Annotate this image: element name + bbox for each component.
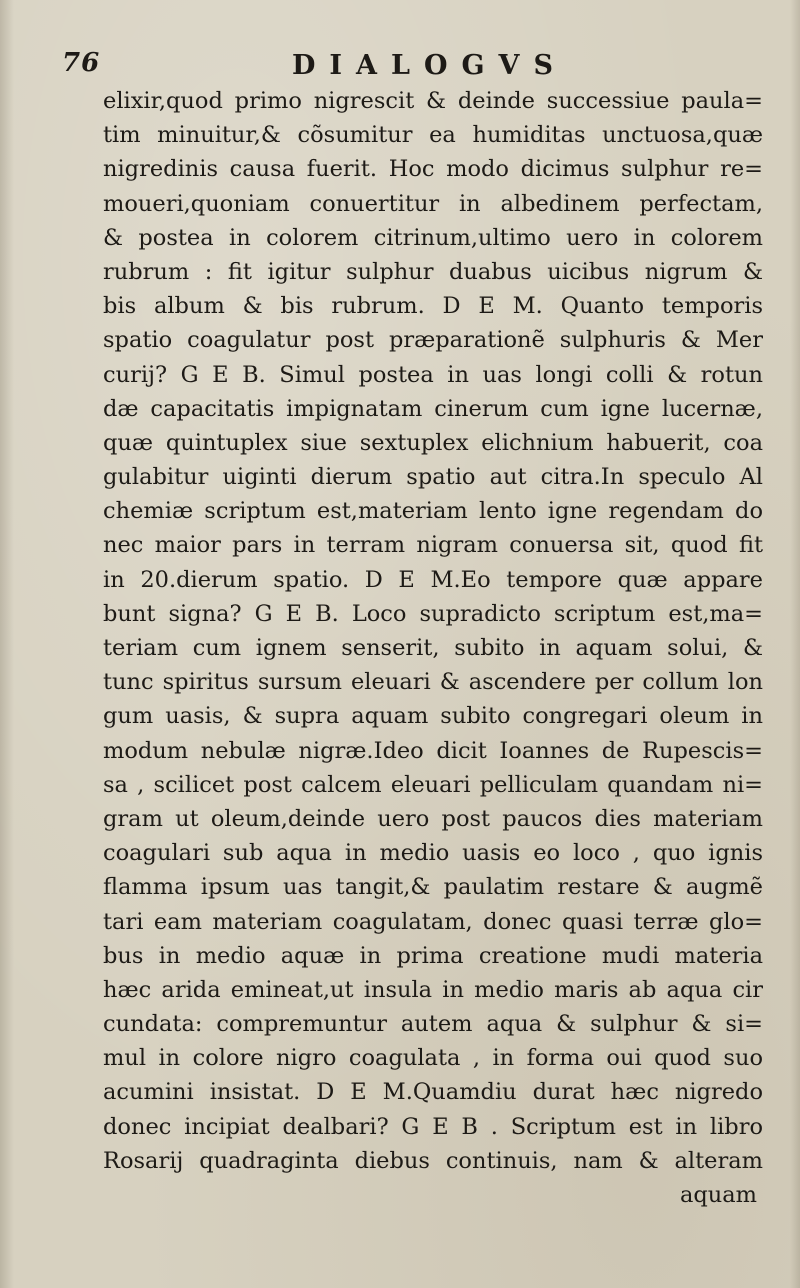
text-line: chemiæ scriptum est,materiam lento igne regendam do bbox=[103, 498, 763, 525]
text-line: nigredinis causa fuerit. Hoc modo dicimus sulphur re= bbox=[103, 156, 763, 183]
text-line: tunc spiritus sursum eleuari & ascendere per collum lon bbox=[103, 669, 763, 696]
text-line: tim minuitur,& cõsumitur ea humiditas unctuosa,quæ bbox=[103, 122, 763, 149]
text-line: gum uasis, & supra aquam subito congregari oleum in bbox=[103, 703, 763, 730]
text-line: Rosarij quadraginta diebus continuis, nam & alteram bbox=[103, 1147, 763, 1174]
text-line: moueri,quoniam conuertitur in albedinem perfectam, bbox=[103, 190, 763, 217]
text-line: sa , scilicet post calcem eleuari pelliculam quandam ni= bbox=[103, 771, 763, 798]
catchword: aquam bbox=[679, 1182, 757, 1208]
text-line: dæ capacitatis impignatam cinerum cum igne lucernæ, bbox=[103, 395, 763, 422]
text-line: nec maior pars in terram nigram conuersa sit, quod fit bbox=[103, 532, 763, 559]
text-line: bunt signa? G E B. Loco supradicto scriptum est,ma= bbox=[103, 600, 763, 627]
page-number: 76 bbox=[62, 48, 101, 78]
text-line: bus in medio aquæ in prima creatione mudi materia bbox=[103, 942, 763, 969]
text-line: quæ quintuplex siue sextuplex elichnium habuerit, coa bbox=[103, 429, 763, 456]
text-line: spatio coagulatur post præparationẽ sulphuris & Mer bbox=[103, 327, 763, 354]
text-line: gulabitur uiginti dierum spatio aut citra.In speculo Al bbox=[103, 464, 763, 491]
text-line: hæc arida emineat,ut insula in medio maris ab aqua cir bbox=[103, 976, 763, 1003]
text-line: mul in colore nigro coagulata , in forma oui quod suo bbox=[103, 1045, 763, 1072]
text-line: modum nebulæ nigræ.Ideo dicit Ioannes de Rupescis= bbox=[103, 737, 763, 764]
text-line: in 20.dierum spatio. D E M.Eo tempore quæ appare bbox=[103, 566, 763, 593]
text-line: cundata: compremuntur autem aqua & sulphur & si= bbox=[103, 1011, 763, 1038]
body-text bbox=[103, 84, 763, 1212]
text-line: tari eam materiam coagulatam, donec quasi terræ glo= bbox=[103, 908, 763, 935]
text-line: rubrum : fit igitur sulphur duabus uicibus nigrum & bbox=[103, 258, 763, 285]
text-line: teriam cum ignem senserit, subito in aquam solui, & bbox=[103, 635, 763, 661]
text-line: gram ut oleum,deinde uero post paucos dies materiam bbox=[103, 805, 763, 832]
running-head: DIALOGVS bbox=[292, 50, 568, 81]
text-line: curij? G E B. Simul postea in uas longi colli & rotun bbox=[103, 361, 763, 388]
text-line: & postea in colorem citrinum,ultimo uero in colorem bbox=[103, 224, 763, 251]
text-line: elixir,quod primo nigrescit & deinde successiue paula= bbox=[103, 88, 763, 114]
text-line: bis album & bis rubrum. D E M. Quanto temporis bbox=[103, 293, 763, 320]
page-edge-shadow bbox=[790, 0, 800, 1288]
text-line: flamma ipsum uas tangit,& paulatim restare & augmẽ bbox=[103, 874, 763, 901]
text-line: coagulari sub aqua in medio uasis eo loco , quo ignis bbox=[103, 840, 763, 867]
page-gutter-shadow bbox=[0, 0, 14, 1288]
text-line: donec incipiat dealbari? G E B . Scriptum est in libro bbox=[103, 1113, 763, 1140]
text-line: acumini insistat. D E M.Quamdiu durat hæc nigredo bbox=[103, 1079, 763, 1106]
